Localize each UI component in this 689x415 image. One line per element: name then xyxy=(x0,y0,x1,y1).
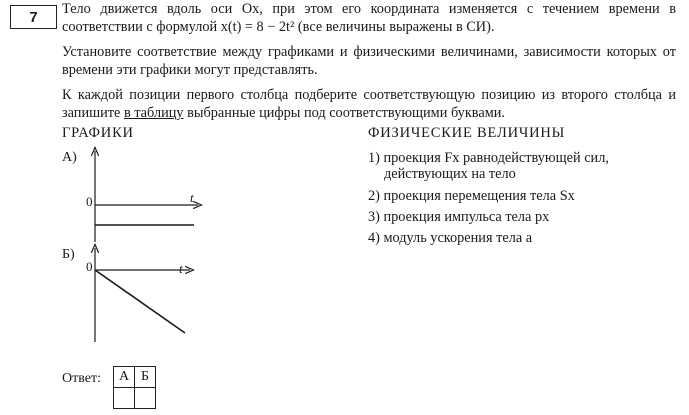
answer-table xyxy=(113,366,156,409)
graph-a-t-label: t xyxy=(190,190,194,205)
answer-cell-b[interactable] xyxy=(135,388,156,409)
para3-text-a: К каждой позиции первого столбца подберите соответствующую позицию из второго столбца и запишите xyxy=(62,87,676,121)
quantities-heading: ФИЗИЧЕСКИЕ ВЕЛИЧИНЫ xyxy=(368,125,566,141)
graph-b xyxy=(86,248,190,342)
quantity-1: 1) проекция Fx равнодействующей сил, xyxy=(368,150,609,166)
table-link: в таблицу xyxy=(123,105,184,121)
quantity-2: 2) проекция перемещения тела Sx xyxy=(368,188,575,204)
graph-b-origin: 0 xyxy=(86,259,93,274)
graph-a-label: А) xyxy=(62,150,77,165)
answer-cell-a[interactable] xyxy=(114,388,135,409)
quantity-1-cont: действующих на тело xyxy=(384,166,516,182)
graph-b-t-label: t xyxy=(179,261,183,276)
answer-header-b: Б xyxy=(135,367,156,388)
quantity-4: 4) модуль ускорения тела a xyxy=(368,230,533,246)
para3-text-b: выбранные цифры под соответствующими буквами. xyxy=(183,105,505,121)
task-paragraph-2: Установите соответствие между графиками и физическими величинами, зависимости которых от времени эти графики могут представлять. xyxy=(62,44,676,78)
graph-a xyxy=(86,151,198,242)
graph-b-label: Б) xyxy=(62,247,75,262)
answer-header-a: А xyxy=(114,367,135,388)
task-paragraph-1: Тело движется вдоль оси Ox, при этом его координата изменяется с течением времени в соответствии с формулой x(t) = 8 − 2t² (все величины выражены в СИ). xyxy=(62,1,676,35)
quantity-3: 3) проекция импульса тела px xyxy=(368,209,550,225)
answer-label: Ответ: xyxy=(62,371,101,386)
graph-a-origin: 0 xyxy=(86,194,93,209)
graphs-heading: ГРАФИКИ xyxy=(62,125,134,141)
graph-b-plot-line xyxy=(95,270,185,333)
task-number: 7 xyxy=(10,5,57,29)
